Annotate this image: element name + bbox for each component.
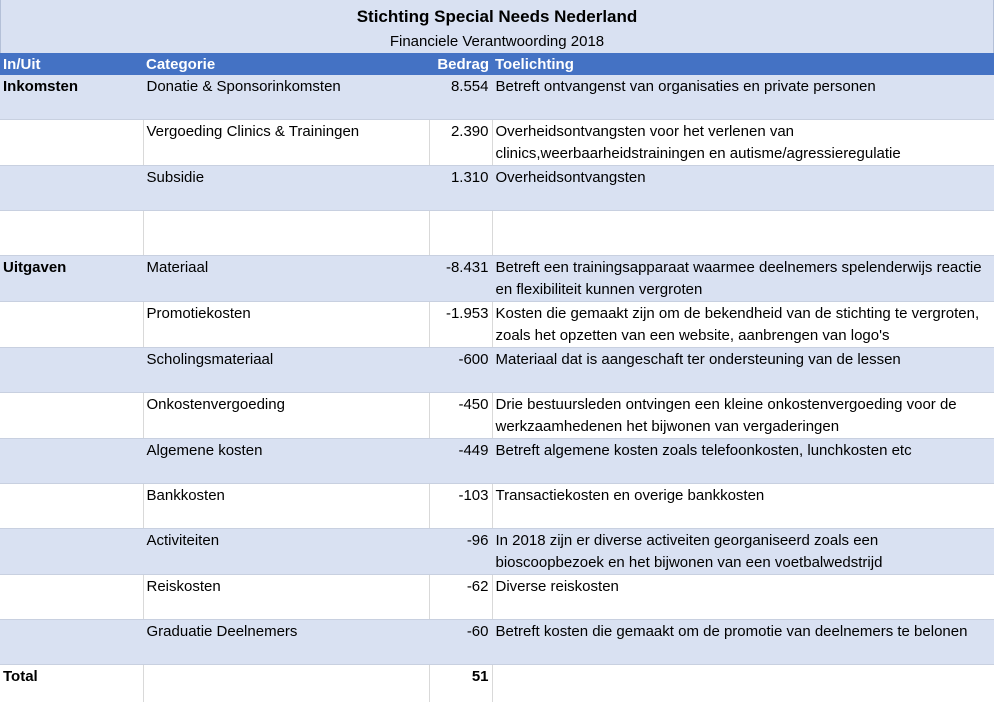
cell-group[interactable] (0, 393, 143, 439)
cell-categorie[interactable] (143, 211, 429, 256)
financial-table (0, 53, 994, 702)
cell-group[interactable] (0, 348, 143, 393)
cell-bedrag[interactable]: -449 (429, 439, 492, 484)
cell-categorie[interactable]: Promotiekosten (143, 302, 429, 348)
total-label[interactable]: Total (0, 665, 143, 702)
cell-toelichting[interactable]: Diverse reiskosten (492, 575, 994, 620)
table-row (0, 211, 994, 256)
cell-toelichting[interactable]: Betreft algemene kosten zoals telefoonkosten, lunchkosten etc (492, 439, 994, 484)
cell-group[interactable] (0, 529, 143, 575)
cell-categorie[interactable]: Vergoeding Clinics & Trainingen (143, 120, 429, 166)
cell-categorie[interactable]: Subsidie (143, 166, 429, 211)
cell-group[interactable] (0, 166, 143, 211)
cell-categorie[interactable]: Donatie & Sponsorinkomsten (143, 75, 429, 120)
cell-categorie[interactable]: Reiskosten (143, 575, 429, 620)
cell-group[interactable] (0, 575, 143, 620)
cell-bedrag[interactable]: -60 (429, 620, 492, 665)
total-bedrag[interactable]: 51 (429, 665, 492, 702)
cell-bedrag[interactable]: -8.431 (429, 256, 492, 302)
cell-toelichting[interactable]: Betreft kosten die gemaakt om de promotie van deelnemers te belonen (492, 620, 994, 665)
cell-toelichting[interactable]: Betreft ontvangenst van organisaties en private personen (492, 75, 994, 120)
cell-group[interactable] (0, 211, 143, 256)
table-row (0, 256, 994, 302)
cell-group[interactable]: Uitgaven (0, 256, 143, 302)
column-header-toelichting[interactable]: Toelichting (492, 53, 994, 75)
table-row (0, 620, 994, 665)
cell-toelichting[interactable]: Materiaal dat is aangeschaft ter ondersteuning van de lessen (492, 348, 994, 393)
header-row (0, 53, 994, 75)
cell-group[interactable] (0, 120, 143, 166)
cell-categorie[interactable]: Onkostenvergoeding (143, 393, 429, 439)
column-header-categorie[interactable]: Categorie (143, 53, 429, 75)
cell-bedrag[interactable]: 2.390 (429, 120, 492, 166)
table-row (0, 439, 994, 484)
cell-bedrag[interactable]: -450 (429, 393, 492, 439)
cell-categorie[interactable]: Bankkosten (143, 484, 429, 529)
cell-bedrag[interactable]: -1.953 (429, 302, 492, 348)
table-row (0, 348, 994, 393)
sheet-title: Stichting Special Needs Nederland (1, 0, 993, 28)
table-row (0, 484, 994, 529)
cell-toelichting[interactable]: Kosten die gemaakt zijn om de bekendheid van de stichting te vergroten, zoals het opzetten van een website, aanbrengen van logo's (492, 302, 994, 348)
cell-group[interactable]: Inkomsten (0, 75, 143, 120)
cell-bedrag[interactable]: -103 (429, 484, 492, 529)
cell-categorie[interactable]: Activiteiten (143, 529, 429, 575)
cell-toelichting[interactable]: In 2018 zijn er diverse activeiten georganiseerd zoals een bioscoopbezoek en het bijwonen van een voetbalwedstrijd (492, 529, 994, 575)
cell-bedrag[interactable]: -600 (429, 348, 492, 393)
cell-categorie[interactable]: Algemene kosten (143, 439, 429, 484)
cell-bedrag[interactable] (429, 211, 492, 256)
cell-toelichting[interactable]: Drie bestuursleden ontvingen een kleine onkostenvergoeding voor de werkzaamhedenen het bijwonen van vergaderingen (492, 393, 994, 439)
column-header-inuit[interactable]: In/Uit (0, 53, 143, 75)
total-row (0, 665, 994, 702)
cell-toelichting[interactable] (492, 211, 994, 256)
cell-bedrag[interactable]: 8.554 (429, 75, 492, 120)
cell-group[interactable] (0, 620, 143, 665)
cell-toelichting[interactable]: Transactiekosten en overige bankkosten (492, 484, 994, 529)
title-block (0, 0, 994, 53)
table-row (0, 393, 994, 439)
cell-toelichting[interactable]: Betreft een trainingsapparaat waarmee deelnemers spelenderwijs reactie en flexibiliteit kunnen vergroten (492, 256, 994, 302)
table-row (0, 302, 994, 348)
cell-toelichting[interactable]: Overheidsontvangsten (492, 166, 994, 211)
cell-categorie[interactable]: Scholingsmateriaal (143, 348, 429, 393)
cell-categorie[interactable]: Graduatie Deelnemers (143, 620, 429, 665)
total-empty-cell[interactable] (143, 665, 429, 702)
cell-group[interactable] (0, 484, 143, 529)
table-row (0, 120, 994, 166)
cell-categorie[interactable]: Materiaal (143, 256, 429, 302)
cell-group[interactable] (0, 302, 143, 348)
table-row (0, 529, 994, 575)
cell-bedrag[interactable]: -96 (429, 529, 492, 575)
cell-bedrag[interactable]: 1.310 (429, 166, 492, 211)
cell-group[interactable] (0, 439, 143, 484)
sheet-subtitle: Financiele Verantwoording 2018 (1, 28, 993, 52)
column-header-bedrag[interactable]: Bedrag (429, 53, 492, 75)
cell-toelichting[interactable]: Overheidsontvangsten voor het verlenen van clinics,weerbaarheidstrainingen en autisme/agressieregulatie (492, 120, 994, 166)
cell-bedrag[interactable]: -62 (429, 575, 492, 620)
table-row (0, 166, 994, 211)
total-note-cell[interactable] (492, 665, 994, 702)
table-row (0, 75, 994, 120)
table-row (0, 575, 994, 620)
